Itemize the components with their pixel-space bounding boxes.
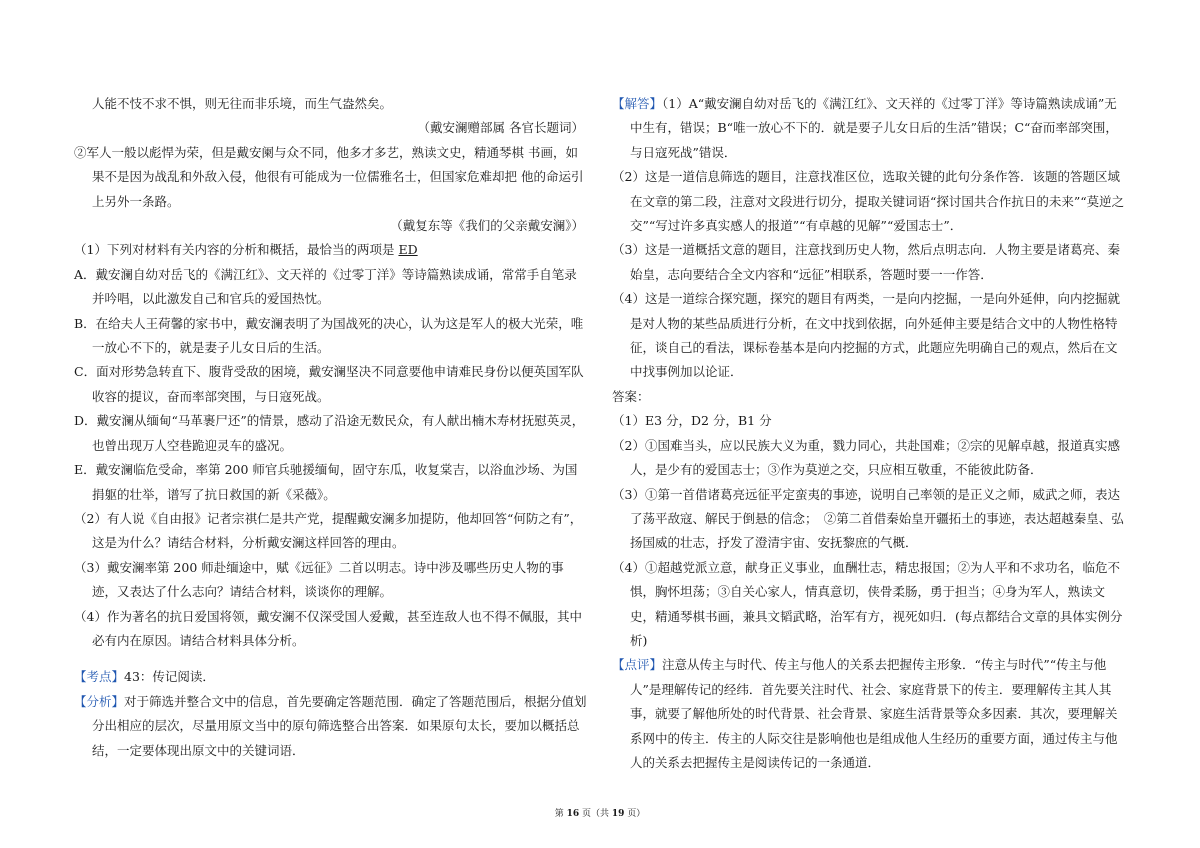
- answer-4: （4）①超越党派立意，献身正义事业，血酬壮志，精忠报国；②为人平和不求功名，临危不惧，胸怀坦荡；③自关心家人，情真意切，侠骨柔肠，勇于担当；④身为军人，熟读文史，精通琴棋书画，兼具文韬武略，治军有方，视死如归．(每点都结合文章的具体实例分析): [612, 559, 1123, 648]
- footer-page-number: 16: [566, 809, 580, 819]
- material2: ②军人一般以彪悍为荣，但是戴安阑与众不同，他多才多艺，熟读文史，精通琴棋 书画，如果不是因为战乱和外敌入侵，他很有可能成为一位儒雅名士，但国家危难却把 他的命运引上另外一条路。: [74, 144, 584, 209]
- option-e: E．戴安澜临危受命，率第 200 师官兵驰援缅甸，固守东瓜，收复棠吉，以浴血沙场、为国捐躯的壮举，谱写了抗日救国的新《采薇》。: [74, 462, 578, 502]
- option-c: C．面对形势急转直下、腹背受敌的困境，戴安澜坚决不同意要他申请难民身份以便英国军队收容的提议，奋而率部突围，与日寇死战。: [74, 364, 584, 404]
- kaodian-tag: 【考点】: [74, 669, 125, 685]
- quote1-source: （戴安澜赠部属 各官长题词）: [417, 120, 584, 136]
- answer-label: 答案：: [612, 388, 650, 404]
- answer-1: （1）E3 分，D2 分，B1 分: [612, 413, 772, 429]
- question-2: （2）有人说《自由报》记者宗祺仁是共产党，提醒戴安澜多加提防，他却回答“何防之有”，这是为什么？请结合材料，分析戴安澜这样回答的理由。: [74, 510, 583, 551]
- question-1: [74, 238, 588, 262]
- jieda-4: （4）这是一道综合探究题，探究的题目有两类，一是向内挖掘，一是向外延伸，向内挖掘就是对人物的某些品质进行分析，在文中找到依据，向外延伸主要是结合文中的人物性格特征，谈自己的看法，课标卷基本是向内挖掘的方式，此题应先明确自己的观点，然后在文中找事例加以论证．: [612, 291, 1120, 380]
- material2-source: （戴复东等《我们的父亲戴安澜》）: [390, 218, 584, 234]
- jieda-3: （3）这是一道概括文意的题目，注意找到历史人物，然后点明志向．人物主要是诸葛亮、秦始皇，志向要结合全文内容和“远征”相联系，答题时要一一作答．: [612, 242, 1120, 282]
- option-d: D．戴安澜从缅甸“马革裹尸还”的情景，感动了沿途无数民众，有人献出楠木寿材抚慰英灵，也曾出现万人空巷跪迎灵车的盛况。: [74, 413, 585, 453]
- answer-3: （3）①第一首借诸葛亮远征平定蛮夷的事迹，说明自己率领的是正义之师，威武之师，表达了荡平敌寇、解民于倒悬的信念； ②第二首借秦始皇开疆拓土的事迹，表达超越秦皇、弘扬国威的壮志，抒发了澄清宇宙、安抚黎庶的气概．: [612, 486, 1124, 551]
- fenxi: [74, 690, 588, 763]
- question-3: （3）戴安澜率第 200 师赴缅途中，赋《远征》二首以明志。诗中涉及哪些历史人物的事迹，又表达了什么志向？请结合材料，谈谈你的理解。: [74, 559, 564, 600]
- kaodian: [74, 665, 588, 689]
- right-column: [612, 92, 1126, 775]
- fenxi-text: 对于筛选并整合文中的信息，首先要确定答题范围．确定了答题范围后，根据分值划分出相应的层次，尽量用原文当中的原句筛选整合出答案．如果原句太长，要加以概括总结，一定要体现出原文中的关键词语．: [92, 693, 587, 758]
- dianping: [612, 653, 1126, 775]
- spacer: [74, 653, 588, 665]
- question-4: （4）作为著名的抗日爱国将领，戴安澜不仅深受国人爱戴，甚至连敌人也不得不佩服，其中必有内在原因。请结合材料具体分析。: [74, 608, 582, 648]
- jieda-1-text: （1）A“戴安澜自幼对岳飞的《满江红》、文天祥的《过零丁洋》等诗篇熟读成诵”无中生有，错误；B“唯一放心不下的．就是要子儿女日后的生活”错误；C“奋而率部突围，与日寇死战”错误．: [630, 96, 1118, 160]
- page-footer: [0, 808, 1200, 820]
- question-1-text: （1）下列对材料有关内容的分析和概括，最恰当的两项是: [74, 242, 395, 258]
- dianping-text: 注意从传主与时代、传主与他人的关系去把握传主形象．“传主与时代”“传主与他人”是理解传记的经纬．首先要关注时代、社会、家庭背景下的传主．要理解传主其人其事，就要了解他所处的时代背景、社会背景、家庭生活背景等众多因素．其次，要理解关系网中的传主．传主的人际交往是影响他也是组成他人生经历的重要方面，通过传主与他人的关系去把握传主是阅读传记的一条通道．: [630, 657, 1118, 770]
- jieda-2: （2）这是一道信息筛选的题目，注意找准区位，选取关键的此句分条作答．该题的答题区域在文章的第二段，注意对文段进行切分，提取关键词语“探讨国共合作抗日的未来”“莫逆之交”“写过许多真实感人的报道”“有卓越的见解”“爱国志士”．: [612, 169, 1125, 234]
- answer-2: （2）①国难当头，应以民族大义为重，戮力同心，共赴国难；②宗的见解卓越，报道真实感人，是少有的爱国志士；③作为莫逆之交，只应相互敬重，不能彼此防备．: [612, 437, 1120, 478]
- left-column: [74, 92, 588, 763]
- option-b: B．在给夫人王荷馨的家书中，戴安澜表明了为国战死的决心，认为这是军人的极大光荣，唯一放心不下的，就是妻子儿女日后的生活。: [74, 315, 584, 356]
- footer-mid: 页（共: [581, 809, 609, 819]
- quote1-continuation: 人能不忮不求不惧，则无往而非乐境，而生气盎然矣。: [92, 96, 393, 111]
- question-1-answer: ED: [398, 242, 418, 258]
- dianping-tag: 【点评】: [612, 657, 663, 673]
- footer-total-pages: 19: [611, 809, 625, 819]
- kaodian-text: 43：传记阅读．: [124, 669, 215, 685]
- footer-prefix: 第: [554, 809, 564, 819]
- footer-suffix: 页）: [627, 809, 646, 819]
- jieda-tag: 【解答】: [612, 96, 663, 111]
- fenxi-tag: 【分析】: [74, 693, 125, 709]
- jieda-1: [612, 92, 1126, 165]
- option-a: A．戴安澜自幼对岳飞的《满江红》、文天祥的《过零丁洋》等诗篇熟读成诵，常常手自笔录并吟唱，以此激发自己和官兵的爱国热忱。: [74, 266, 577, 307]
